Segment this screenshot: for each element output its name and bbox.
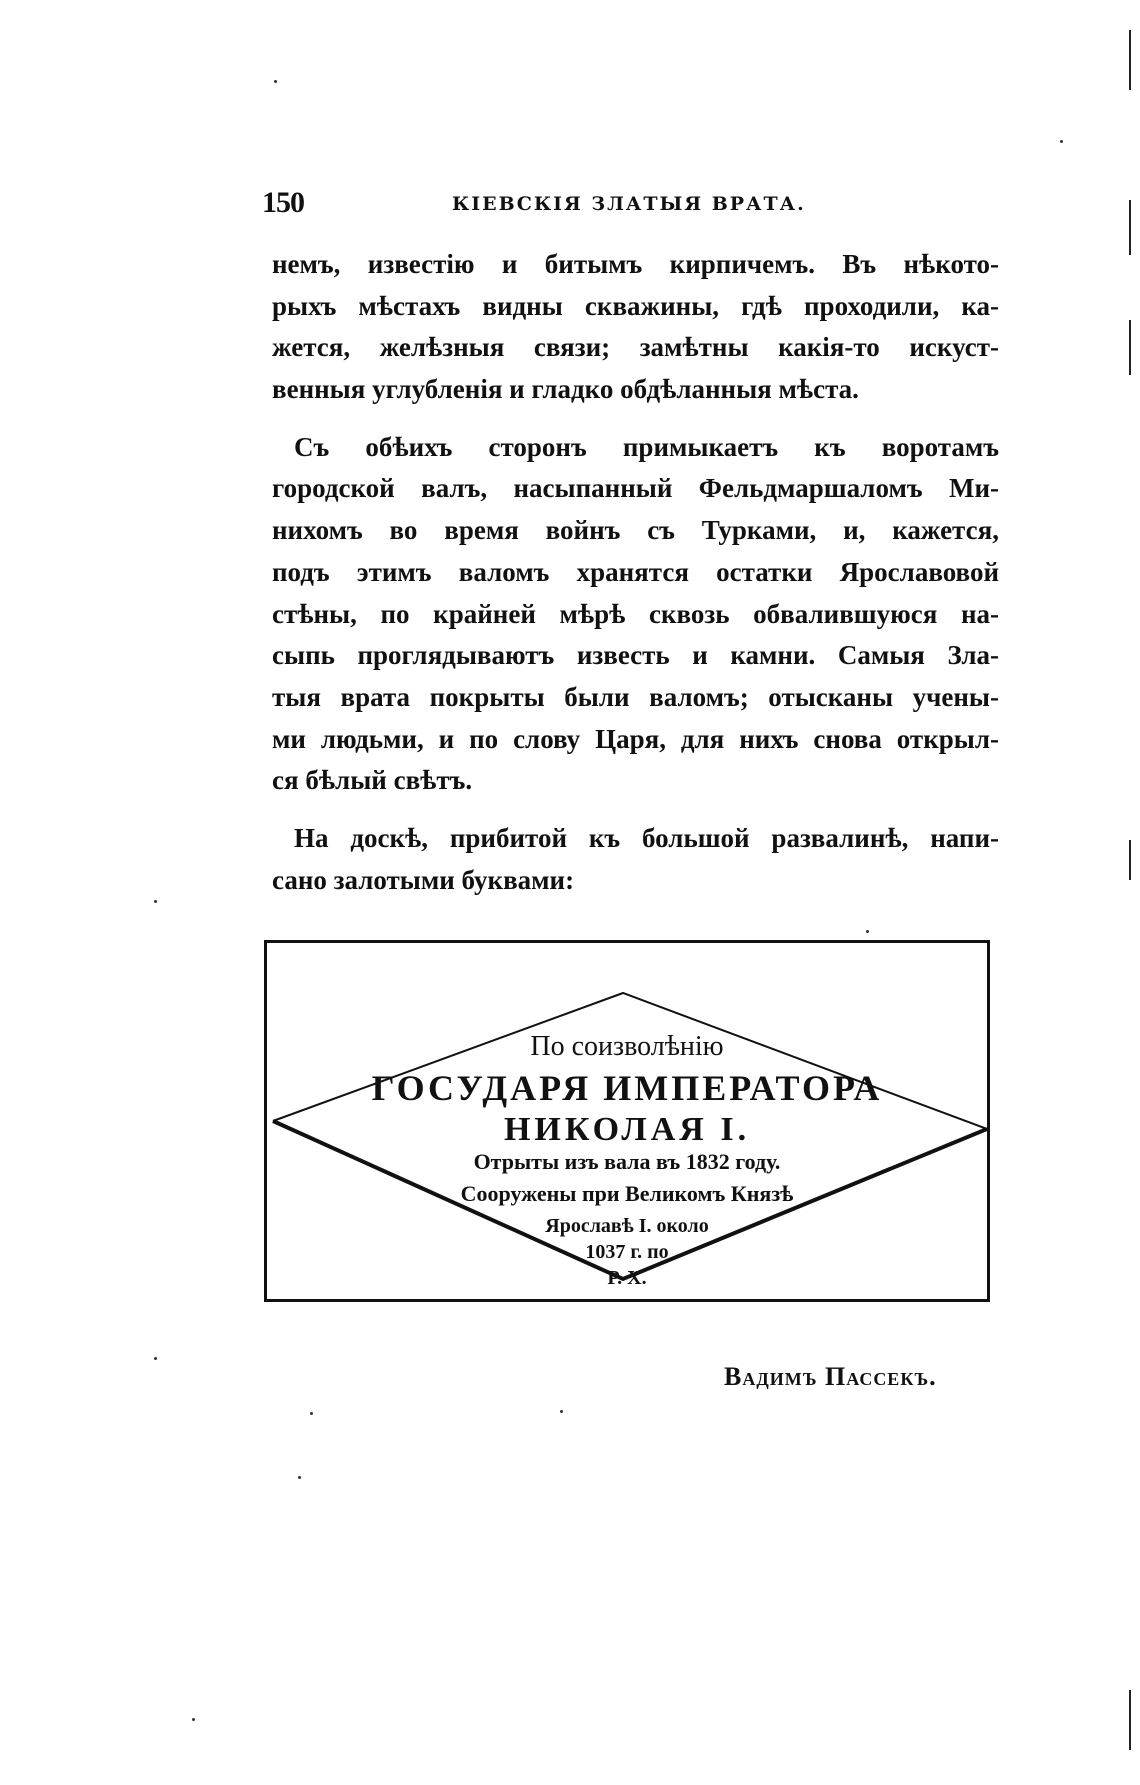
text-line: немъ, известію и битымъ кирпичемъ. Въ нѣкото- [272, 249, 999, 279]
text-line: сано залотыми буквами: [272, 864, 575, 895]
plaque-line: НИКОЛАЯ I. [503, 1111, 751, 1148]
scan-speck [154, 1357, 157, 1360]
running-head-title: КІЕВСКІЯ ЗЛАТЫЯ ВРАТА. [452, 193, 806, 215]
text-line: городской валъ, насыпанный Фельдмаршаломъ Ми- [272, 473, 999, 504]
paragraph-gap [272, 802, 999, 818]
scan-speck [298, 1476, 301, 1479]
scan-edge-line [1129, 30, 1131, 90]
text-line: нихомъ во время войнъ съ Турками, и, кажется, [272, 515, 999, 546]
text-line: Съ обѣихъ сторонъ примыкаетъ къ воротамъ [294, 431, 999, 462]
text-line: сыпь проглядываютъ известь и камни. Самыя Зла- [272, 640, 999, 671]
text-line: ся бѣлый свѣтъ. [272, 765, 473, 796]
scan-edge-line [1129, 840, 1131, 880]
text-line: рыхъ мѣстахъ видны скважины, гдѣ проходили, ка- [272, 290, 999, 321]
author-signature: Вадимъ Пассекъ. [724, 1362, 937, 1391]
text-line: жется, желѣзныя связи; замѣтны какія-то искуст- [272, 332, 999, 363]
text-line: На доскѣ, прибитой къ большой развалинѣ, напи- [294, 822, 999, 853]
scan-edge-line [1129, 1690, 1131, 1750]
text-line: венныя углубленія и гладко обдѣланныя мѣста. [272, 374, 859, 405]
text-line: ми людьми, и по слову Царя, для нихъ снова открыл- [272, 723, 999, 754]
scan-edge-line [1129, 320, 1131, 375]
scan-speck [154, 900, 157, 903]
inscription-plaque [264, 940, 990, 1302]
scan-speck [274, 80, 277, 83]
body-text [272, 244, 999, 901]
page-number: 150 [262, 186, 304, 219]
plaque-line: ГОСУДАРЯ ИМПЕРАТОРА [371, 1068, 883, 1108]
text-line: подъ этимъ валомъ хранятся остатки Ярославовой [272, 556, 999, 587]
scan-speck [866, 930, 869, 933]
plaque-line: 1037 г. по [585, 1241, 669, 1263]
plaque-line: Сооружены при Великомъ Князѣ [460, 1181, 794, 1206]
scan-speck [1060, 140, 1063, 143]
scan-speck [560, 1410, 563, 1413]
scan-speck [192, 1718, 195, 1721]
scan-edge-line [1129, 200, 1131, 255]
scan-speck [310, 1412, 313, 1415]
plaque-line: Ярославѣ I. около [545, 1215, 709, 1237]
paragraph-gap [272, 411, 999, 427]
text-line: тыя врата покрыты были валомъ; отысканы учены- [272, 681, 999, 712]
plaque-line: Р. Х. [607, 1267, 647, 1289]
plaque-line: Отрыты изъ вала въ 1832 году. [473, 1149, 781, 1174]
running-header [262, 186, 822, 226]
plaque-line: По соизволѣнію [530, 1031, 724, 1062]
text-line: стѣны, по крайней мѣрѣ сквозь обвалившуюся на- [272, 598, 999, 629]
